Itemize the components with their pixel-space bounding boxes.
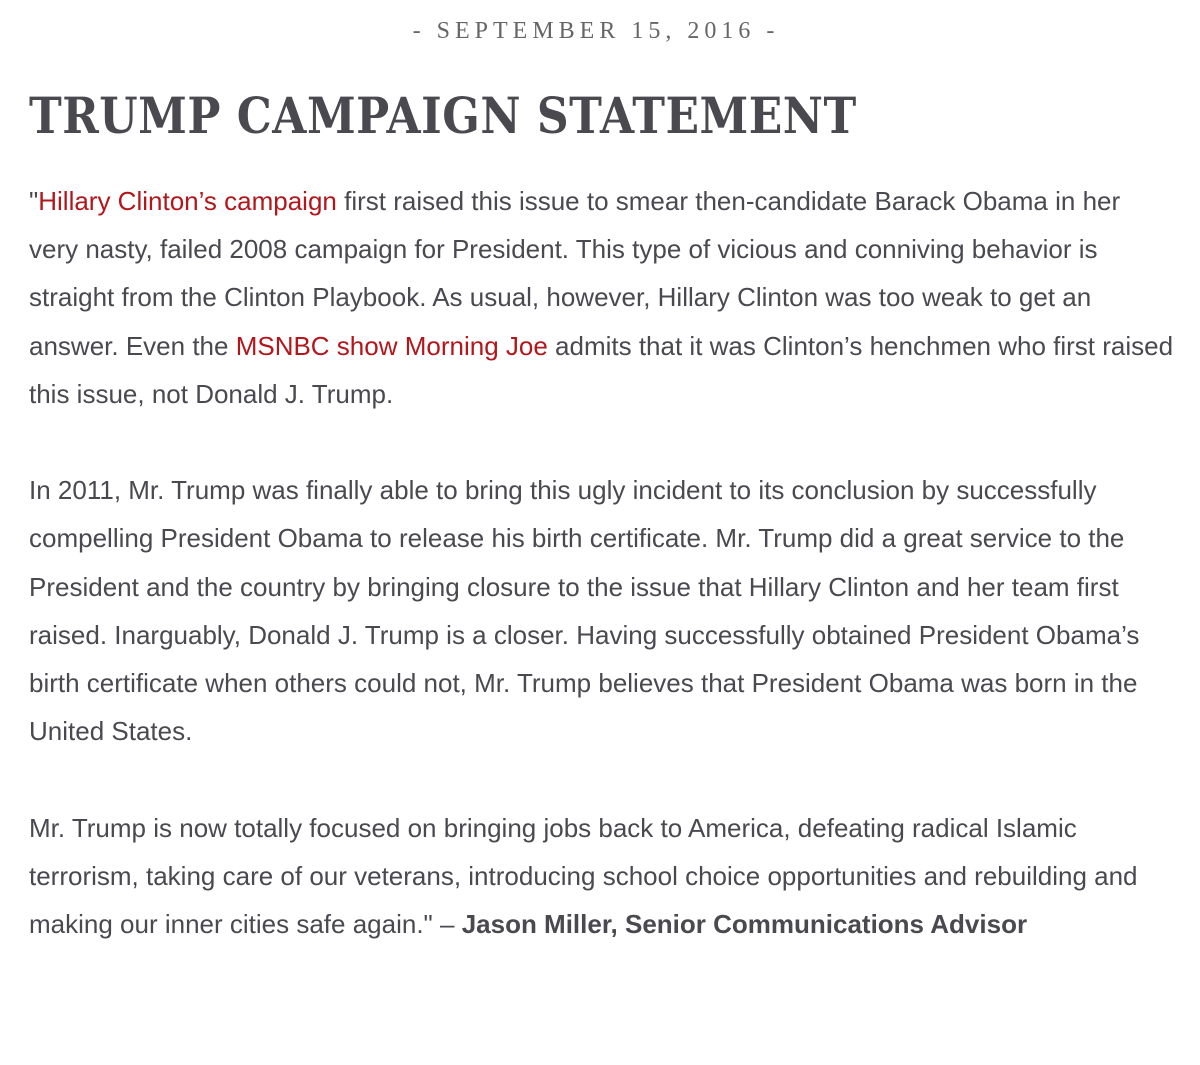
paragraph-2: In 2011, Mr. Trump was finally able to bring this ugly incident to its conclusion by successfully compelling President Obama to release his birth certificate. Mr. Trump did a great service to the President and the country by bringing closure to the issue that Hillary Clinton and her team first raised. Inarguably, Donald J. Trump is a closer. Having successfully obtained President Obama’s birth certificate when others could not, Mr. Trump believes that President Obama was born in the United States.: [29, 475, 1140, 747]
paragraph-spacer: [29, 755, 1174, 803]
attribution: Jason Miller, Senior Communications Advisor: [461, 909, 1028, 940]
paragraph-1-text-a: first raised this issue to smear then-candidate Barack Obama in her very nasty, failed 2008 campaign for President. This type of vicious and conniving behavior is straight from the Clinton Playbook. As usual, however, Hillary Clinton was too weak to get an answer. Even the: [29, 186, 1121, 361]
paragraph-spacer: [29, 418, 1174, 466]
link-clinton-campaign[interactable]: Hillary Clinton’s campaign: [38, 186, 337, 216]
paragraph-3: [29, 804, 1174, 949]
paragraph-1-text-b: admits that it was Clinton’s henchmen who first raised this issue, not Donald J. Trump.: [29, 330, 1174, 409]
statement-body: [29, 177, 1174, 948]
paragraph-3-text: Mr. Trump is now totally focused on bringing jobs back to America, defeating radical Islamic terrorism, taking care of our veterans, introducing school choice opportunities and rebuilding and making our inner cities safe again." –: [29, 812, 1138, 940]
open-quote: ": [29, 186, 39, 216]
link-msnbc-morning-joe[interactable]: MSNBC show Morning Joe: [235, 330, 548, 361]
statement-date: - SEPTEMBER 15, 2016 -: [412, 18, 780, 44]
statement-title: TRUMP CAMPAIGN STATEMENT: [29, 88, 857, 146]
paragraph-1: [29, 177, 1174, 418]
